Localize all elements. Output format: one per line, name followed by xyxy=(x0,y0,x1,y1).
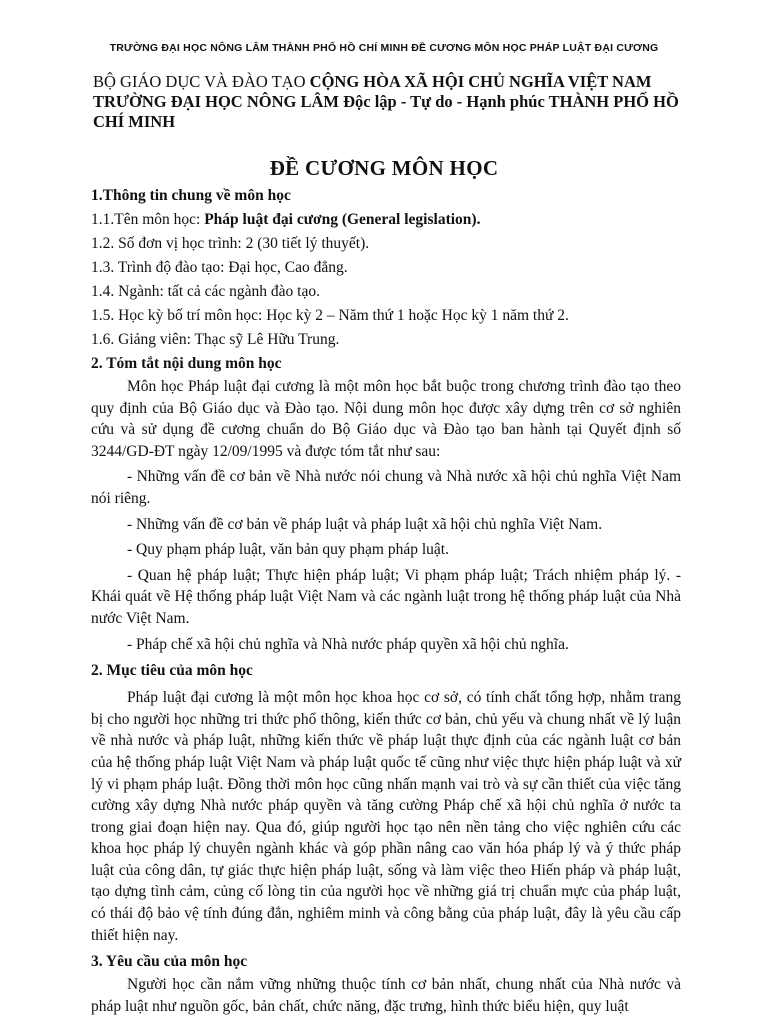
info-item: 1.3. Trình độ đào tạo: Đại học, Cao đẳng. xyxy=(91,259,348,276)
document-body xyxy=(91,184,681,1017)
section4-text: Người học cần nắm vững những thuộc tính cơ bản nhất, chung nhất của Nhà nước và pháp luật như nguồn gốc, bản chất, chức năng, đặc trưng, hình thức biểu hiện, quy luật xyxy=(91,976,681,1015)
course-name: Pháp luật đại cương (General legislation). xyxy=(204,211,481,228)
section2-heading: 2. Tóm tắt nội dung môn học xyxy=(91,355,282,372)
letterhead-rest: CỘNG HÒA XÃ HỘI CHỦ NGHĨA VIỆT NAM TRƯỜNG ĐẠI HỌC NÔNG LÂM Độc lập - Tự do - Hạnh phúc THÀNH PHỐ HỒ CHÍ MINH xyxy=(93,72,679,131)
section4-heading: 3. Yêu cầu của môn học xyxy=(91,953,248,971)
course-name-line xyxy=(91,208,681,232)
section3-heading: 2. Mục tiêu của môn học xyxy=(91,662,253,680)
summary-bullet: - Những vấn đề cơ bản về Nhà nước nói chung và Nhà nước xã hội chủ nghĩa Việt Nam nói riêng. xyxy=(91,468,681,507)
document-title: ĐỀ CƯƠNG MÔN HỌC xyxy=(269,156,499,180)
running-header: TRƯỜNG ĐẠI HỌC NÔNG LÂM THÀNH PHỐ HỒ CHÍ MINH ĐỀ CƯƠNG MÔN HỌC PHÁP LUẬT ĐẠI CƯƠNG xyxy=(109,42,659,54)
info-item: 1.4. Ngành: tất cả các ngành đào tạo. xyxy=(91,283,320,300)
section2-intro: Môn học Pháp luật đại cương là một môn học bắt buộc trong chương trình đào tạo theo quy định của Bộ Giáo dục và Đào tạo. Nội dung môn học được xây dựng trên cơ sở nghiên cứu và sử dụng đề cương chuẩn do Bộ Giáo dục và Đào tạo ban hành tại Quyết định số 3244/GD-ĐT ngày 12/09/1995 và được tóm tắt như sau: xyxy=(91,378,681,460)
info-item: 1.5. Học kỳ bố trí môn học: Học kỳ 2 – Năm thứ 1 hoặc Học kỳ 1 năm thứ 2. xyxy=(91,307,569,324)
summary-bullet: - Quy phạm pháp luật, văn bản quy phạm pháp luật. xyxy=(127,541,449,559)
info-item: 1.2. Số đơn vị học trình: 2 (30 tiết lý thuyết). xyxy=(91,235,370,252)
section3-text: Pháp luật đại cương là một môn học khoa học cơ sở, có tính chất tổng hợp, nhằm trang bị cho người học những tri thức phổ thông, kiến thức cơ bản, chủ yếu và chung nhất về lý luận về nhà nước và pháp luật, những kiến thức về pháp luật thực định của các ngành luật cơ bản của hệ thống pháp luật Việt Nam và pháp luật quốc tế cũng như việc thực hiện pháp luật và xử lý vi phạm pháp luật. Đồng thời môn học cũng nhấn mạnh vai trò và sự cần thiết của việc tăng cường xây dựng Nhà nước pháp quyền và tăng cường Pháp chế xã hội chủ nghĩa ở nước ta trong giai đoạn hiện nay. Qua đó, giúp người học tạo nên nền tảng cho việc nghiên cứu các khoa học pháp lý chuyên ngành khác và góp phần nâng cao văn hóa pháp lý và ý thức pháp luật của công dân, tự giác thực hiện pháp luật, sống và làm việc theo Hiến pháp và pháp luật, tạo dựng tình cảm, củng cố lòng tin của người học về những giá trị chuẩn mực của pháp luật, có thái độ bảo vệ tính đúng đắn, nghiêm minh và công bằng của pháp luật, đây là yêu cầu cấp thiết hiện nay. xyxy=(91,689,681,944)
info-item: 1.6. Giảng viên: Thạc sỹ Lê Hữu Trung. xyxy=(91,331,340,348)
course-name-prefix: 1.1.Tên môn học: xyxy=(91,211,205,228)
summary-bullet: - Quan hệ pháp luật; Thực hiện pháp luật; Vi phạm pháp luật; Trách nhiệm pháp lý. - Khái quát về Hệ thống pháp luật Việt Nam và các ngành luật trong hệ thống pháp luật của Nhà nước Việt Nam. xyxy=(91,566,681,627)
section1-heading: 1.Thông tin chung về môn học xyxy=(91,187,291,204)
summary-bullet: - Pháp chế xã hội chủ nghĩa và Nhà nước pháp quyền xã hội chủ nghĩa. xyxy=(127,635,569,653)
letterhead-ministry: BỘ GIÁO DỤC VÀ ĐÀO TẠO xyxy=(93,72,306,91)
summary-bullet: - Những vấn đề cơ bản về pháp luật và pháp luật xã hội chủ nghĩa Việt Nam. xyxy=(127,515,603,533)
letterhead xyxy=(93,72,693,132)
